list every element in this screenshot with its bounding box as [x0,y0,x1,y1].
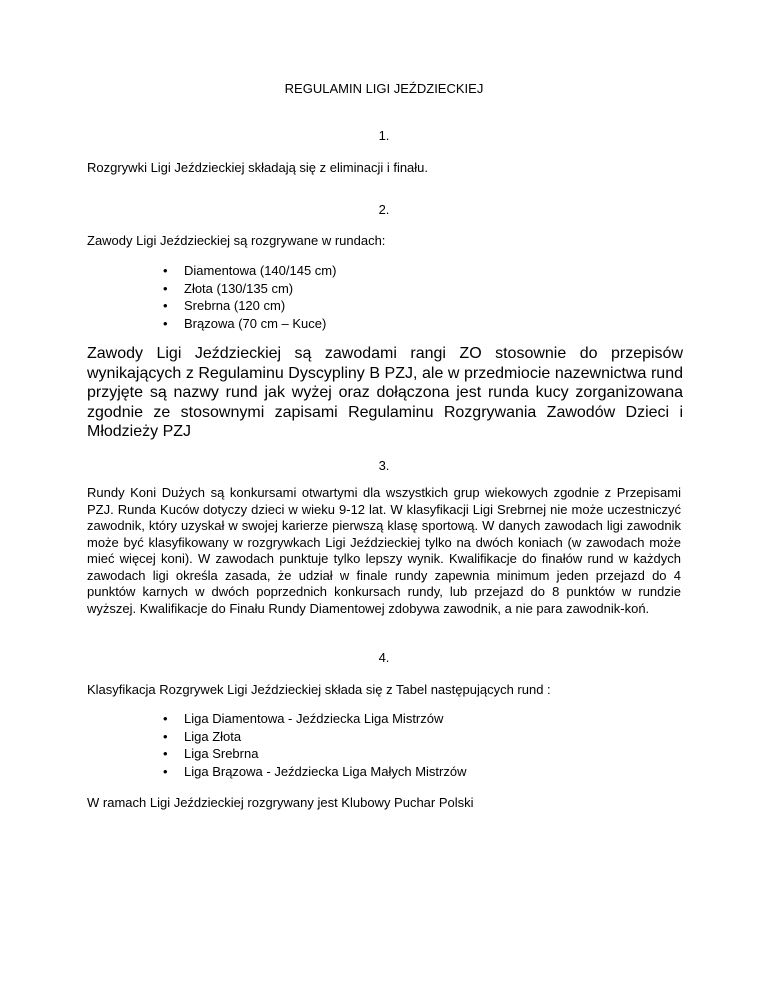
bullet-icon: • [163,280,168,296]
bullet-icon: • [163,763,168,779]
list-item: • Liga Srebrna [163,746,259,761]
list-item: • Złota (130/135 cm) [163,280,294,296]
list-item: • Liga Diamentowa - Jeździecka Liga Mistrzów [163,711,444,726]
bullet-icon: • [163,298,168,313]
section-4-number: 4. [378,650,390,665]
bullet-icon: • [163,746,168,761]
section-4-league-list [163,710,467,780]
section-3-number: 3. [378,458,390,473]
list-item: • Srebrna (120 cm) [163,298,286,313]
bullet-icon: • [163,711,168,726]
list-item: • Brązowa (70 cm – Kuce) [163,315,327,331]
list-item: • Liga Złota [163,728,242,744]
section-4-note: W ramach Ligi Jeździeckiej rozgrywany jest Klubowy Puchar Polski [87,795,474,810]
section-1-number: 1. [378,128,390,143]
bullet-icon: • [163,263,168,278]
section-3-paragraph: Rundy Koni Dużych są konkursami otwartymi dla wszystkich grup wiekowych zgodnie z Przepisami PZJ. Runda Kuców dotyczy dzieci w wieku 9-12 lat. W klasyfikacji Ligi Srebrnej nie może uczestniczyć zawodnik, który uzyskał w swojej karierze pierwszą klasę sportową. W danych zawodach ligi zawodnik może być klasyfikowany w rozgrywkach Ligi Jeździeckiej tylko na dwóch koniach (w zawodach może mieć więcej koni). W zawodach punktuje tylko lepszy wynik. Kwalifikacje do finałów rund w każdych zawodach ligi określa zasada, że udział w finale rundy zapewnia minimum jeden przejazd do 4 punktów karnych w dwóch poprzednich konkursach rundy, lub przejazd do 8 punktów w rundzie wyższej. Kwalifikacje do Finału Rundy Diamentowej zdobywa zawodnik, a nie para zawodnik-koń. [87,485,681,616]
section-4-paragraph: Klasyfikacja Rozgrywek Ligi Jeździeckiej składa się z Tabel następujących rund : [87,682,551,697]
section-2-description: Zawody Ligi Jeździeckiej są zawodami rangi ZO stosownie do przepisów wynikających z Regulaminu Dyscypliny B PZJ, ale w przedmiocie nazewnictwa rund przyjęte są nazwy rund jak wyżej oraz dołączona jest runda kucy zorganizowana zgodnie ze stosownymi zapisami Regulaminu Rozgrywania Zawodów Dzieci i Młodzieży PZJ [87,345,683,440]
bullet-icon: • [163,728,168,744]
bullet-icon: • [163,315,168,331]
list-item: • Diamentowa (140/145 cm) [163,263,337,278]
section-2-paragraph: Zawody Ligi Jeździeckiej są rozgrywane w rundach: [87,233,386,248]
section-1-paragraph: Rozgrywki Ligi Jeździeckiej składają się z eliminacji i finału. [87,160,429,175]
section-2-number: 2. [378,202,390,217]
section-2-round-list [163,262,336,332]
list-item: • Liga Brązowa - Jeździecka Liga Małych Mistrzów [163,763,467,779]
document-title: REGULAMIN LIGI JEŹDZIECKIEJ [284,81,484,96]
